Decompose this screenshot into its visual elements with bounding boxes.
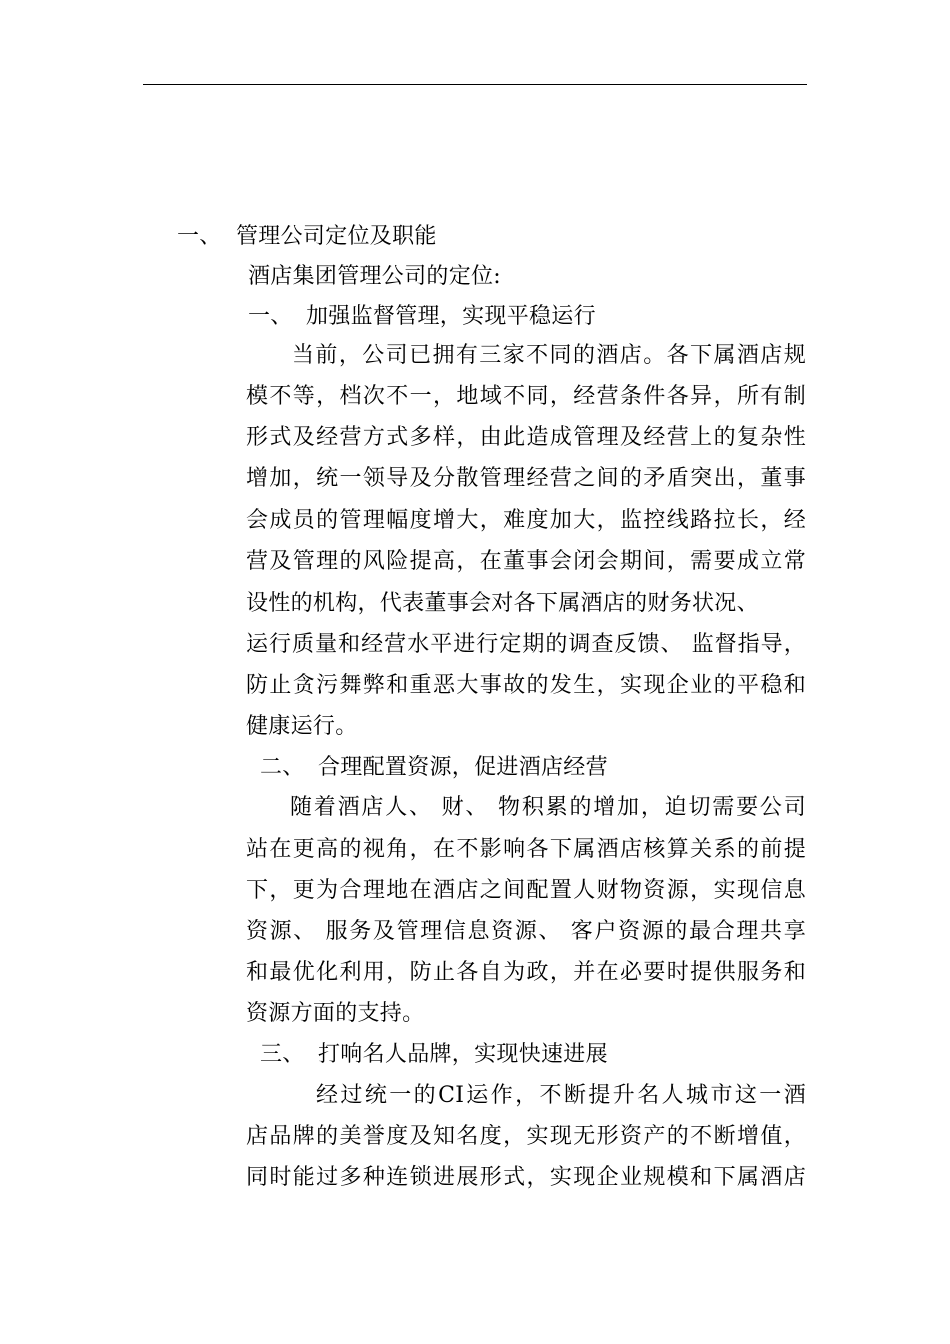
section-2-paragraph-line: 资源、 服务及管理信息资源、 客户资源的最合理共享 xyxy=(246,919,806,944)
section-1-paragraph-line: 增加，统一领导及分散管理经营之间的矛盾突出，董事 xyxy=(246,466,806,491)
section-2-paragraph-line: 站在更高的视角，在不影响各下属酒店核算关系的前提 xyxy=(246,837,806,862)
section-3-paragraph-line: 店品牌的美誉度及知名度，实现无形资产的不断增值， xyxy=(246,1124,806,1149)
section-3-title: 打响名人品牌，实现快速进展 xyxy=(318,1042,608,1067)
section-1-paragraph-line: 形式及经营方式多样，由此造成管理及经营上的复杂性 xyxy=(246,425,806,450)
main-heading: 管理公司定位及职能 xyxy=(236,224,437,249)
section-2-paragraph-line: 资源方面的支持。 xyxy=(246,1001,425,1026)
header-rule xyxy=(143,84,807,85)
section-1-paragraph-line: 运行质量和经营水平进行定期的调查反馈、 监督指导， xyxy=(246,632,806,657)
section-2-paragraph-line: 下，更为合理地在酒店之间配置人财物资源，实现信息 xyxy=(246,878,806,903)
section-1-paragraph-line: 当前，公司已拥有三家不同的酒店。各下属酒店规 xyxy=(292,343,806,368)
section-2-paragraph-line: 和最优化利用，防止各自为政，并在必要时提供服务和 xyxy=(246,960,806,985)
intro-line: 酒店集团管理公司的定位: xyxy=(248,264,502,289)
section-3-paragraph-line: 同时能过多种连锁进展形式，实现企业规模和下属酒店 xyxy=(246,1165,806,1190)
section-1-number: 一、 xyxy=(248,304,293,329)
section-3-paragraph-line: 经过统一的CI运作，不断提升名人城市这一酒 xyxy=(316,1083,806,1108)
section-1-title: 加强监督管理，实现平稳运行 xyxy=(306,304,596,329)
section-2-title: 合理配置资源，促进酒店经营 xyxy=(318,755,608,780)
section-1-paragraph-line: 设性的机构，代表董事会对各下属酒店的财务状况、 xyxy=(246,591,759,616)
section-1-paragraph-line: 防止贪污舞弊和重恶大事故的发生，实现企业的平稳和 xyxy=(246,673,806,698)
section-1-paragraph-line: 健康运行。 xyxy=(246,714,358,739)
section-1-paragraph-line: 会成员的管理幅度增大，难度加大，监控线路拉长，经 xyxy=(246,508,806,533)
section-3-number: 三、 xyxy=(260,1042,305,1067)
section-2-paragraph-line: 随着酒店人、 财、 物积累的增加，迫切需要公司 xyxy=(290,795,806,820)
section-1-paragraph-line: 模不等，档次不一，地域不同，经营条件各异，所有制 xyxy=(246,384,806,409)
section-1-paragraph-line: 营及管理的风险提高，在董事会闭会期间，需要成立常 xyxy=(246,549,806,574)
section-2-number: 二、 xyxy=(260,755,305,780)
main-heading-number: 一、 xyxy=(177,224,222,249)
